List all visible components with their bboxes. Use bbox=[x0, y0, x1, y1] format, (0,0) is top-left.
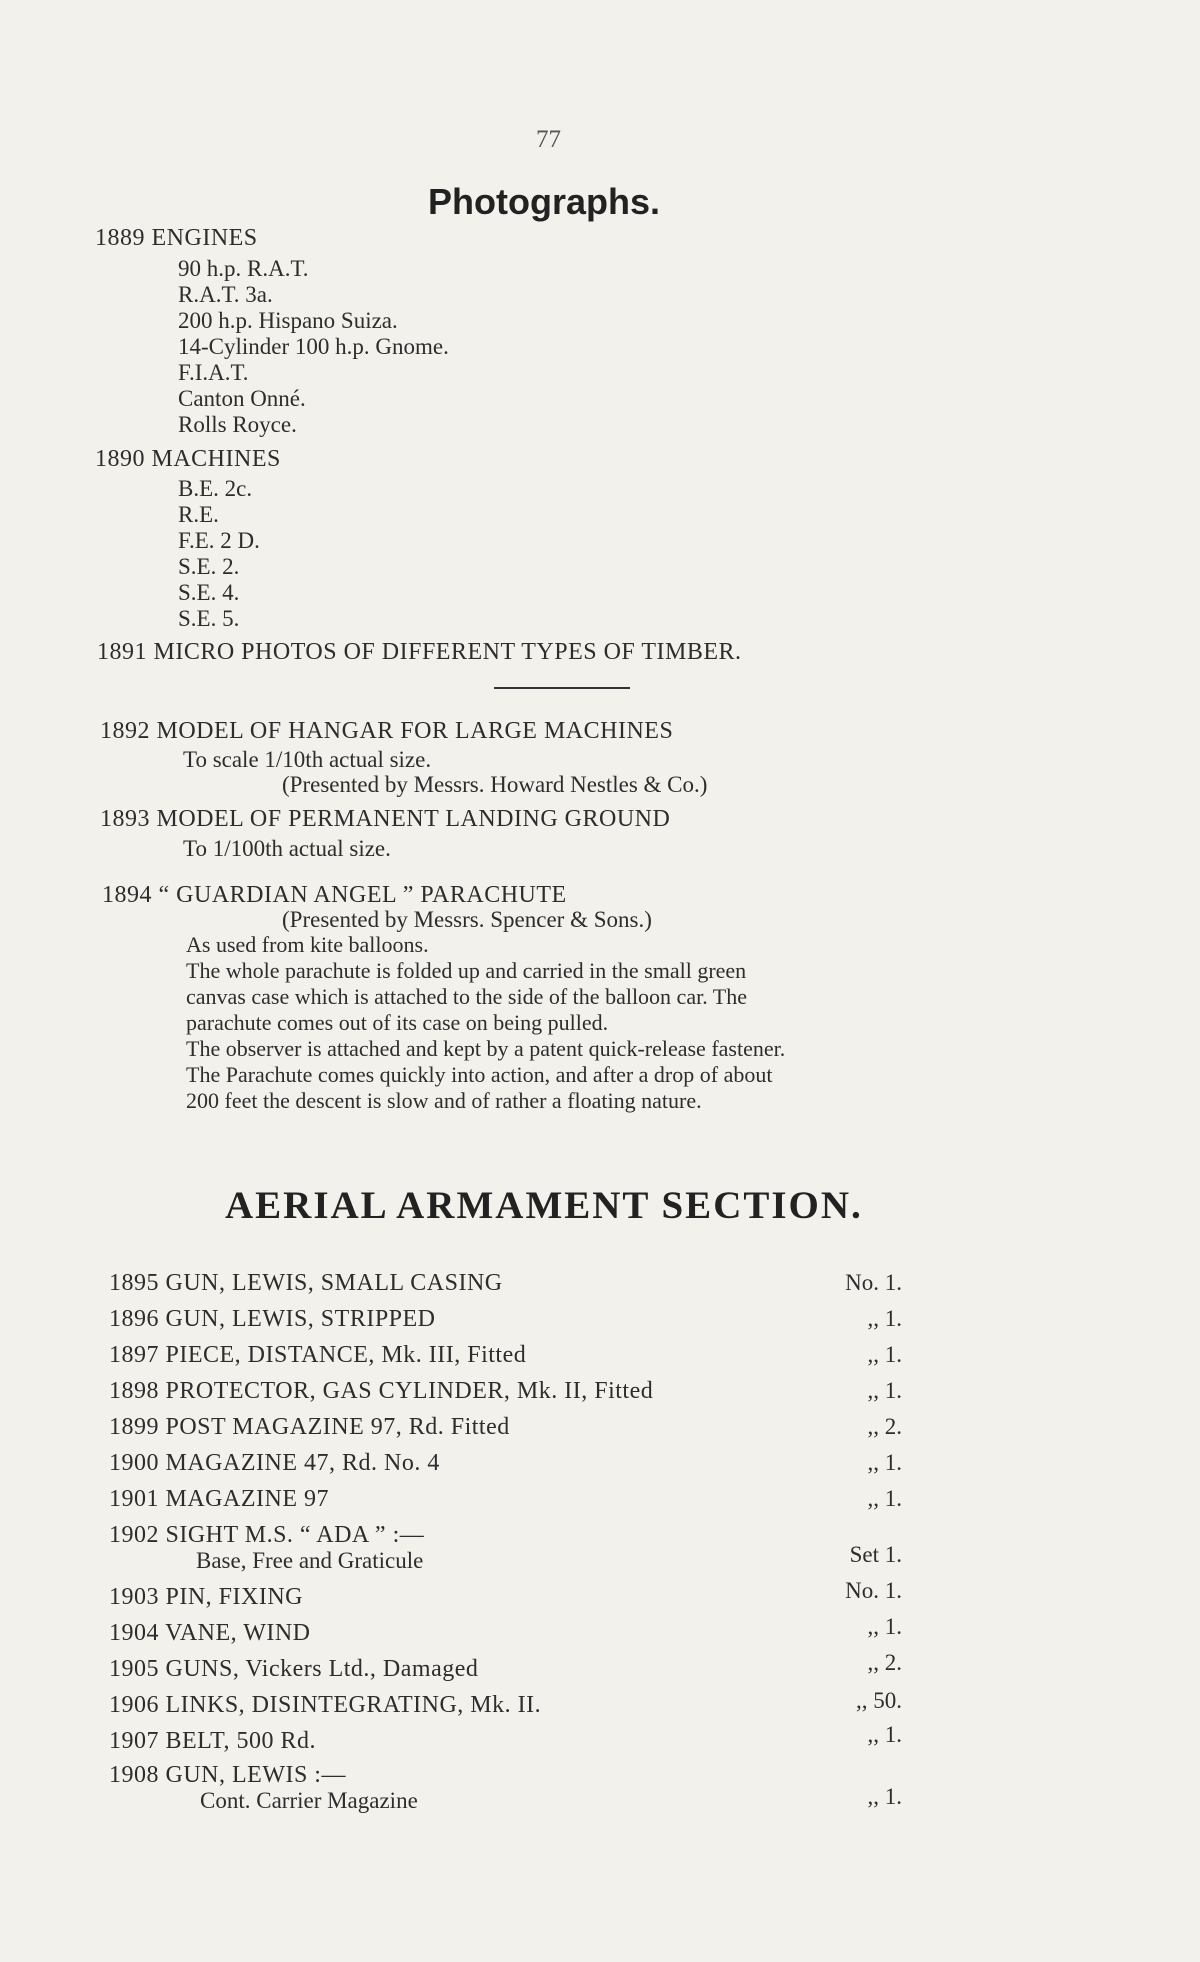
entry-quantity: ,, 1. bbox=[867, 1342, 902, 1367]
machine-item: R.E. bbox=[178, 502, 219, 527]
entry-title: “ GUARDIAN ANGEL ” PARACHUTE bbox=[158, 882, 567, 908]
parachute-description-line: canvas case which is attached to the side of the balloon car. The bbox=[186, 984, 747, 1009]
entry-title: PROTECTOR, GAS CYLINDER, Mk. II, Fitted bbox=[165, 1378, 654, 1404]
entry-title: GUN, LEWIS, STRIPPED bbox=[165, 1306, 436, 1332]
entry-number: 1906 bbox=[109, 1692, 159, 1718]
entry-title: MAGAZINE 47, Rd. No. 4 bbox=[165, 1450, 440, 1476]
entry-number: 1900 bbox=[109, 1450, 159, 1476]
entry-number: 1904 bbox=[109, 1620, 159, 1646]
armament-entry bbox=[109, 1522, 424, 1548]
entry-quantity: ,, 1. bbox=[867, 1306, 902, 1331]
photographs-heading: Photographs. bbox=[428, 181, 660, 222]
entry-title: LINKS, DISINTEGRATING, Mk. II. bbox=[165, 1692, 542, 1718]
armament-entry bbox=[109, 1620, 311, 1646]
armament-entry bbox=[109, 1584, 303, 1610]
armament-entry bbox=[109, 1692, 541, 1718]
entry-number: 1889 bbox=[95, 225, 145, 251]
entry-number: 1907 bbox=[109, 1728, 159, 1754]
engine-item: 200 h.p. Hispano Suiza. bbox=[178, 308, 398, 333]
entry-title: PIN, FIXING bbox=[165, 1584, 303, 1610]
entry-title: SIGHT M.S. “ ADA ” :— bbox=[165, 1522, 425, 1548]
hangar-scale: To scale 1/10th actual size. bbox=[183, 747, 432, 772]
entry-title: VANE, WIND bbox=[165, 1620, 311, 1646]
entry-number: 1908 bbox=[109, 1762, 159, 1788]
entry-number: 1894 bbox=[102, 882, 152, 908]
entry-number: 1897 bbox=[109, 1342, 159, 1368]
entry-number: 1905 bbox=[109, 1656, 159, 1682]
machine-item: S.E. 5. bbox=[178, 606, 240, 631]
machine-item: F.E. 2 D. bbox=[178, 528, 260, 553]
armament-entry bbox=[109, 1762, 346, 1788]
parachute-description-line: The whole parachute is folded up and carried in the small green bbox=[186, 958, 747, 983]
hangar-presented: (Presented by Messrs. Howard Nestles & Co.) bbox=[282, 772, 708, 797]
armament-entry bbox=[109, 1486, 329, 1512]
entry-title: POST MAGAZINE 97, Rd. Fitted bbox=[165, 1414, 510, 1440]
armament-entry bbox=[109, 1270, 503, 1296]
parachute-description-line: The Parachute comes quickly into action, and after a drop of about bbox=[186, 1062, 773, 1087]
entry-number: 1891 bbox=[97, 639, 147, 665]
engine-item: 90 h.p. R.A.T. bbox=[178, 256, 309, 281]
entry-number: 1899 bbox=[109, 1414, 159, 1440]
parachute-description-line: parachute comes out of its case on being pulled. bbox=[186, 1010, 609, 1035]
entry-quantity: No. 1. bbox=[845, 1270, 902, 1295]
entry-title: MACHINES bbox=[151, 446, 281, 472]
aerial-armament-heading: AERIAL ARMAMENT SECTION. bbox=[225, 1184, 863, 1227]
entry-number: 1896 bbox=[109, 1306, 159, 1332]
entry-number: 1893 bbox=[100, 806, 150, 832]
entry-quantity: ,, 1. bbox=[867, 1378, 902, 1403]
entry-number: 1901 bbox=[109, 1486, 159, 1512]
entry-title: MAGAZINE 97 bbox=[165, 1486, 329, 1512]
armament-entry bbox=[109, 1728, 316, 1754]
armament-entry bbox=[109, 1378, 653, 1404]
parachute-presented: (Presented by Messrs. Spencer & Sons.) bbox=[282, 907, 652, 932]
entry-title: GUNS, Vickers Ltd., Damaged bbox=[165, 1656, 479, 1682]
entry-1892 bbox=[100, 718, 673, 744]
entry-title: MODEL OF HANGAR FOR LARGE MACHINES bbox=[156, 718, 674, 744]
entry-1891 bbox=[97, 639, 742, 665]
armament-entry bbox=[109, 1306, 436, 1332]
machine-item: S.E. 4. bbox=[178, 580, 240, 605]
entry-quantity: ,, 1. bbox=[867, 1784, 902, 1809]
entry-quantity: ,, 1. bbox=[867, 1614, 902, 1639]
entry-quantity: ,, 2. bbox=[867, 1650, 902, 1675]
armament-entry bbox=[109, 1656, 478, 1682]
armament-entry bbox=[109, 1342, 526, 1368]
entry-quantity: Set 1. bbox=[849, 1542, 902, 1567]
entry-1893 bbox=[100, 806, 670, 832]
parachute-description-line: 200 feet the descent is slow and of rather a floating nature. bbox=[186, 1088, 702, 1113]
entry-title: MICRO PHOTOS OF DIFFERENT TYPES OF TIMBER. bbox=[153, 639, 742, 665]
parachute-description-line: As used from kite balloons. bbox=[186, 932, 429, 957]
entry-quantity: ,, 1. bbox=[867, 1450, 902, 1475]
machine-item: B.E. 2c. bbox=[178, 476, 253, 501]
entry-number: 1892 bbox=[100, 718, 150, 744]
entry-1890 bbox=[95, 446, 281, 472]
entry-number: 1890 bbox=[95, 446, 145, 472]
engine-item: 14-Cylinder 100 h.p. Gnome. bbox=[178, 334, 449, 359]
engine-item: Canton Onné. bbox=[178, 386, 306, 411]
entry-number: 1895 bbox=[109, 1270, 159, 1296]
entry-title: GUN, LEWIS :— bbox=[165, 1762, 346, 1788]
entry-title: ENGINES bbox=[151, 225, 258, 251]
entry-quantity: ,, 2. bbox=[867, 1414, 902, 1439]
entry-subtitle: Cont. Carrier Magazine bbox=[200, 1788, 418, 1813]
entry-number: 1902 bbox=[109, 1522, 159, 1548]
entry-title: PIECE, DISTANCE, Mk. III, Fitted bbox=[165, 1342, 527, 1368]
entry-quantity: ,, 1. bbox=[867, 1486, 902, 1511]
entry-1889 bbox=[95, 225, 258, 251]
entry-title: GUN, LEWIS, SMALL CASING bbox=[165, 1270, 503, 1296]
engine-item: F.I.A.T. bbox=[178, 360, 249, 385]
entry-subtitle: Base, Free and Graticule bbox=[196, 1548, 424, 1573]
armament-entry bbox=[109, 1414, 510, 1440]
entry-title: BELT, 500 Rd. bbox=[165, 1728, 317, 1754]
entry-quantity: ,, 1. bbox=[867, 1722, 902, 1747]
engine-item: Rolls Royce. bbox=[178, 412, 297, 437]
entry-quantity: No. 1. bbox=[845, 1578, 902, 1603]
entry-quantity: ,, 50. bbox=[856, 1688, 902, 1713]
entry-number: 1903 bbox=[109, 1584, 159, 1610]
landing-scale: To 1/100th actual size. bbox=[183, 836, 391, 861]
engine-item: R.A.T. 3a. bbox=[178, 282, 273, 307]
entry-title: MODEL OF PERMANENT LANDING GROUND bbox=[156, 806, 671, 832]
entry-number: 1898 bbox=[109, 1378, 159, 1404]
parachute-description-line: The observer is attached and kept by a patent quick-release fastener. bbox=[186, 1036, 786, 1061]
section-divider bbox=[494, 687, 630, 689]
entry-1894 bbox=[102, 882, 567, 908]
armament-entry bbox=[109, 1450, 440, 1476]
page-number: 77 bbox=[536, 126, 561, 153]
machine-item: S.E. 2. bbox=[178, 554, 240, 579]
